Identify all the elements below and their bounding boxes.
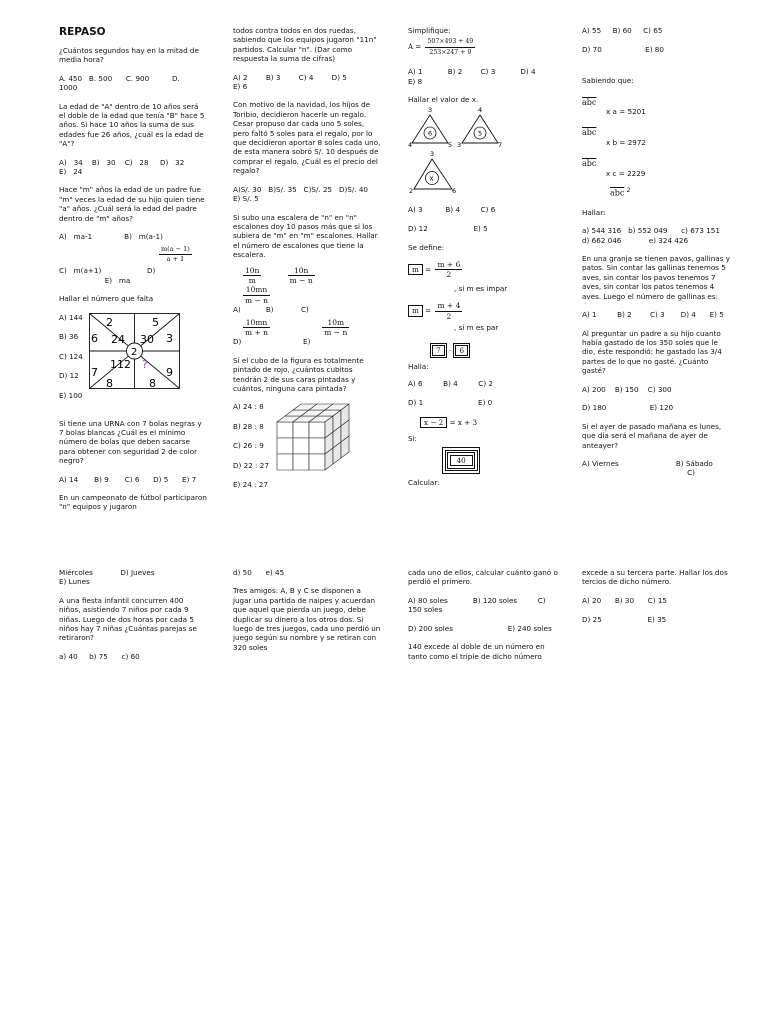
option-a: A) 24 : 8 [233, 402, 264, 412]
question-6-options: A) 2 B) 3 C) 4 D) 5 E) 6 [233, 72, 347, 92]
question-2: La edad de "A" dentro de 10 años será el doble de la edad que tenía "B" hace 5 años. Si hace 10 años la suma de sus edades fue 26 años, ¿cuál es la edad de "A"? [59, 101, 205, 149]
svg-text:3: 3 [428, 107, 433, 115]
question-4-block [59, 313, 207, 411]
question-16-options: A) 200 B) 150 C) 300 D) 180 E) 120 [582, 384, 674, 413]
triangle-2 [457, 107, 502, 149]
question-13-nested-box: 40 [442, 447, 558, 473]
abc-squared: $\overline{abc}$ $^2$ [610, 187, 631, 198]
question-9-block [233, 402, 381, 498]
svg-text:3: 3 [457, 141, 462, 150]
svg-text:5: 5 [448, 141, 453, 150]
option-b: B) 36 [59, 332, 79, 342]
svg-text:5: 5 [478, 129, 483, 138]
question-9: Si el cubo de la figura es totalmente pintado de rojo, ¿cuántos cubitos tendrán 2 de sus caras pintadas y cuántos, ninguna cara pintada? [233, 355, 364, 393]
definition-even: m = $\frac{m + 4}{2}$ [408, 301, 558, 321]
triangle-1 [408, 107, 452, 149]
question-13-options: A) 55 B) 60 C) 65 D) 70 E) 80 [582, 26, 664, 54]
definition-odd: m = $\frac{m + 6}{2}$ [408, 260, 558, 280]
question-17-options-continued: Miércoles D) Jueves E) Lunes [59, 568, 155, 587]
column-2-bottom [233, 568, 381, 661]
option-c: C) 124 [59, 351, 83, 361]
question-7-options: A)S/. 30 B)S/. 35 C)S/. 25 D)S/. 40 E) S/. 5 [233, 184, 368, 204]
question-5-options: A) 14 B) 9 C) 6 D) 5 E) 7 [59, 474, 197, 484]
abc-line-3: $\overline{abc}$ [582, 159, 597, 169]
option-a: A) 144 [59, 312, 83, 322]
question-12: Se define: [408, 242, 445, 252]
question-4-options [59, 313, 83, 411]
abc-times-b: x b = 2972 [606, 137, 646, 147]
question-8-options-row-2: $\frac{10mn}{m + n}$ $\frac{10m}{m - n}$ [245, 317, 348, 337]
option-e: E) 24 : 27 [233, 480, 268, 490]
number-puzzle-figure [89, 313, 180, 389]
option-d: D) 22 : 27 [233, 460, 269, 470]
fig-num-24: 24 [111, 332, 125, 346]
question-20: 140 excede al doble de un número en tanto como el triple de dicho número [408, 642, 545, 661]
question-12-hallar: Halla: [408, 361, 429, 371]
document-title: REPASO [59, 26, 106, 38]
question-4: Hallar el número que falta [59, 294, 154, 304]
question-20-options: A) 20 B) 30 C) 15 D) 25 E) 35 [582, 595, 667, 624]
fig-num-8-right: 8 [149, 376, 156, 389]
question-16: Al preguntar un padre a su hijo cuanto había gastado de los 350 soles que le dio, éste respondió: he gastado las 3/4 partes de lo que no gasté. ¿Cuánto gasté? [582, 328, 722, 376]
question-7: Con motivo de la navidad, los hijos de Toribio, decidieron hacerle un regalo. Cesar propuso dar cada uno 5 soles, pero faltó 5 soles para el regalo, por lo que decidieron aportar 8 soles cada uno, de esta manera sobró S/. 10 después de comprar el regalo. ¿Cuál es el precio del regalo? [233, 100, 381, 176]
question-3: Hace "m" años la edad de un padre fue "m" veces la edad de su hijo quien tiene "a" años. ¿Cuál será la edad del padre dentro de "m" años? [59, 185, 205, 223]
fig-num-center: 2 [131, 346, 138, 358]
question-8: Si subo una escalera de "n" en "n" escalones doy 10 pasos más que si los subiera de "m" en "m" escalones. Hallar el número de escalones que tiene la escalera. [233, 212, 378, 260]
option-d: D) 12 [59, 371, 79, 381]
question-13-definition: x − 2 = x + 3 [420, 417, 558, 428]
question-10-options: A) 1 B) 2 C) 3 D) 4 E) 8 [408, 67, 536, 86]
question-9-options [233, 402, 269, 500]
question-15: En una granja se tienen pavos, gallinas y patos. Sin contar las gallinas tenemos 5 aves, sin contar los pavos tenemos 7 aves, sin contar los patos tenemos 4 aves. Luego el número de gallinas es: [582, 254, 730, 301]
question-8-labels-abc: A) B) C) [233, 305, 309, 315]
question-12-expression: 7 · 6 [430, 343, 558, 358]
fig-num-5: 5 [152, 315, 159, 329]
fig-num-7: 7 [91, 365, 98, 379]
fig-question-mark: ? [142, 357, 148, 371]
question-10: Simplifique: [408, 26, 451, 35]
question-18: A una fiesta infantil concurren 400 niños, asistiendo 7 niños por cada 9 niñas. Luego de dos horas por cada 5 niños hay 7 niñas ¿Cuántas parejas se retiraron? [59, 595, 197, 643]
column-4-top [582, 26, 732, 487]
fig-num-2: 2 [106, 315, 113, 329]
question-5: Si tiene una URNA con 7 bolas negras y 7 bolas blancas ¿Cuál es el mínimo número de bolas que deben sacarse para obtener con seguridad 2 de color negro? [59, 418, 202, 466]
question-3-options-ab: A) ma-1 B) m(a-1) [59, 232, 163, 242]
svg-text:3: 3 [430, 150, 435, 159]
svg-text:4: 4 [408, 141, 413, 150]
svg-text:6: 6 [428, 129, 433, 138]
fig-num-3: 3 [166, 331, 173, 345]
column-4-bottom [582, 568, 732, 633]
definition-odd-condition: , si m es impar [454, 283, 508, 293]
question-15-options: A) 1 B) 2 C) 3 D) 4 E) 5 [582, 310, 724, 320]
question-3-fraction [159, 245, 207, 265]
question-11: Hallar el valor de x. [408, 95, 479, 105]
question-17-options: A) Viernes B) Sábado C) [582, 458, 713, 478]
option-e: E) 100 [59, 390, 83, 400]
question-3-options-cd: C) m(a+1) D) [59, 266, 156, 276]
svg-text:x: x [429, 174, 434, 183]
question-1-options: A. 450 B. 500 C. 900 D. 1000 [59, 73, 180, 93]
option-c: C) 26 : 9 [233, 441, 264, 451]
column-1-bottom [59, 568, 207, 670]
fig-num-9: 9 [166, 365, 173, 379]
question-18-options: a) 40 b) 75 c) 60 [59, 651, 140, 661]
triangles-figure [408, 107, 508, 219]
painted-cube-figure [275, 402, 359, 482]
question-8-labels-de: D) E) [233, 337, 311, 347]
question-19-options: A) 80 soles B) 120 soles C) 150 soles D) 200 soles E) 240 soles [408, 595, 552, 634]
abc-line-2: $\overline{abc}$ [582, 128, 597, 138]
abc-times-c: x c = 2229 [606, 168, 646, 178]
question-14-options: a) 544 316 b) 552 049 c) 673 151 d) 662 046 e) 324 426 [582, 226, 720, 245]
option-b: B) 28 : 8 [233, 421, 264, 431]
fig-num-8-left: 8 [106, 376, 113, 389]
question-14-hallar: Hallar: [582, 207, 606, 217]
svg-text:4: 4 [478, 107, 483, 115]
question-1: ¿Cuántos segundos hay en la mitad de media hora? [59, 46, 199, 65]
question-14: Sabiendo que: [582, 76, 634, 86]
question-11-options: A) 3 B) 4 C) 6 D) 12 E) 5 [408, 205, 496, 234]
column-3-bottom [408, 568, 558, 670]
fig-num-112: 112 [110, 357, 131, 371]
question-13-calcular: Calcular: [408, 477, 440, 487]
column-3-top [408, 26, 558, 487]
column-2-top [233, 26, 381, 498]
question-2-options: A) 34 B) 30 C) 28 D) 32 E) 24 [59, 157, 185, 177]
question-17: Si el ayer de pasado mañana es lunes, que día será el mañana de ayer de anteayer? [582, 421, 722, 450]
question-19: Tres amigos: A, B y C se disponen a jugar una partida de naipes y acuerdan que aquel que pierda un juego, debe duplicar su dinero a los otros dos. Si luego de tres juegos, cada uno perdió un juego según su nombre y se retiran con 320 soles [233, 586, 381, 652]
abc-line-1: $\overline{abc}$ [582, 97, 597, 107]
svg-text:7: 7 [498, 141, 503, 150]
question-6: En un campeonato de fútbol participaron "n" equipos y jugaron [59, 492, 207, 512]
question-18-options-continued: d) 50 e) 45 [233, 568, 285, 577]
triangle-3 [409, 150, 456, 195]
question-12-options: A) 6 B) 4 C) 2 D) 1 E) 0 [408, 379, 493, 408]
question-19-continued: cada uno de ellos, calcular cuánto ganó o perdió el primero. [408, 568, 558, 587]
question-20-continued: excede a su tercera parte. Hallar los dos tercios de dicho número. [582, 568, 728, 587]
svg-text:2: 2 [409, 187, 414, 196]
fig-num-6: 6 [91, 331, 98, 345]
question-10-expression: A = $\frac{507\times 493 + 49}{253\times 247 + 9}$ [408, 38, 474, 56]
fraction-denominator: a + 1 [166, 254, 185, 263]
question-8-options-row-1: $\frac{10n}{m}$ $\frac{10n}{m - n}$ $\frac{10mn}{m - n}$ [245, 265, 313, 305]
question-13-si: Si: [408, 433, 417, 443]
fig-num-30: 30 [140, 332, 154, 346]
svg-text:6: 6 [452, 187, 457, 196]
fraction-numerator: m(a − 1) [159, 245, 192, 255]
definition-even-condition: , si m es par [454, 323, 499, 333]
abc-times-a: x a = 5201 [606, 107, 646, 117]
question-6-continued: todos contra todos en dos ruedas, sabiendo que los equipos jugaron "11n" partidos. Calcular "n". (Dar como respuesta la suma de cifras) [233, 26, 377, 64]
question-3-options-e: E) ma [59, 275, 131, 285]
column-1-top [59, 26, 207, 521]
